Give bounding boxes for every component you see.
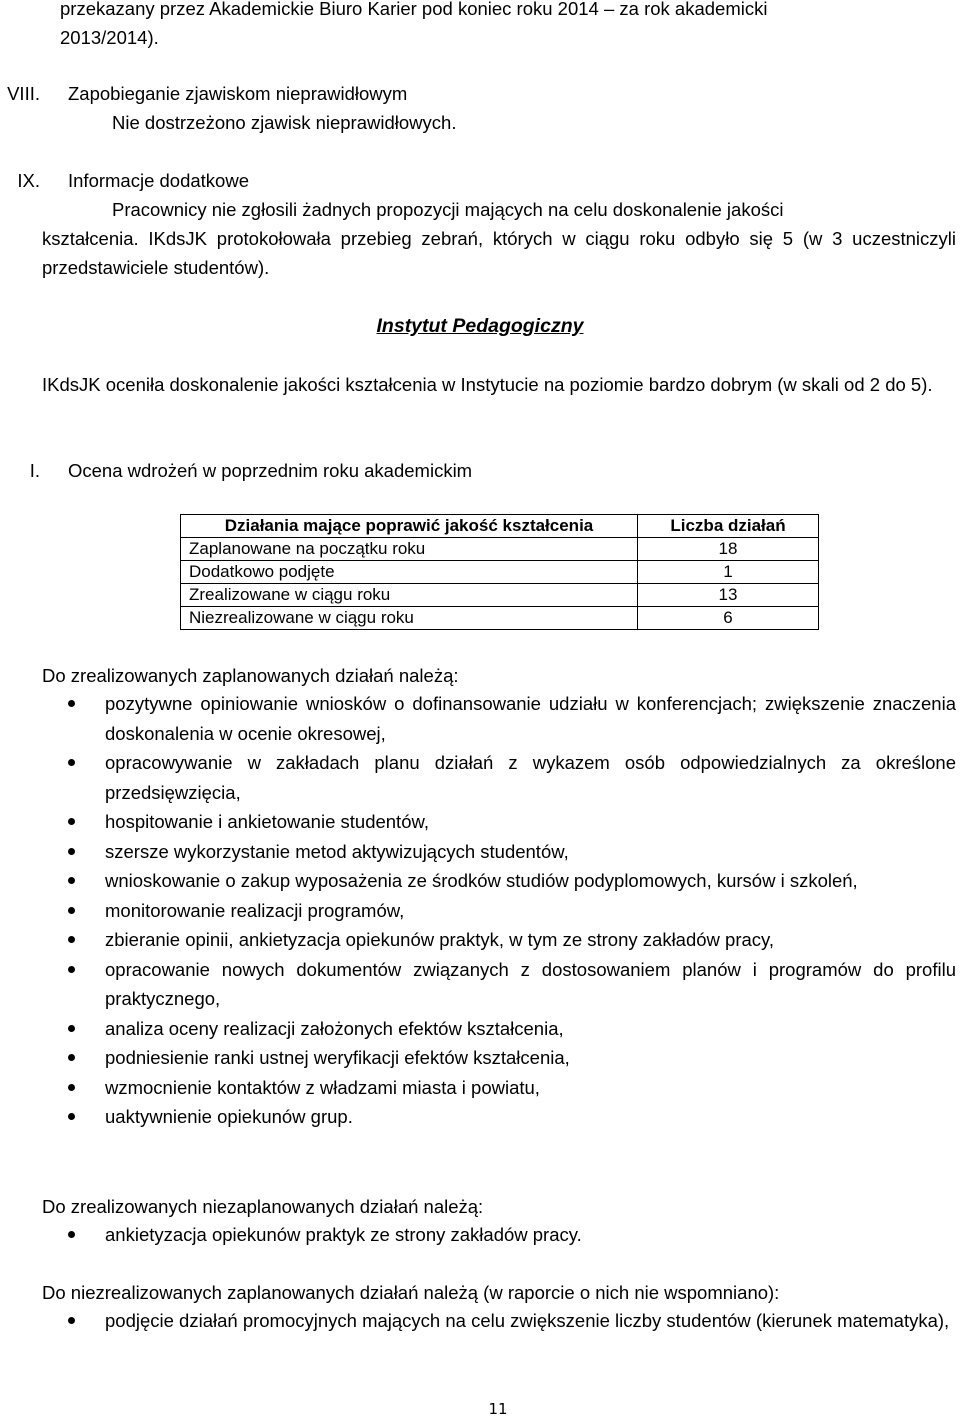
intro-line-1: przekazany przez Akademickie Biuro Karier pod koniec roku 2014 – za rok akademicki [60,0,768,19]
section-number: IX. [17,170,40,191]
bullet-icon [68,1054,75,1061]
table-header-actions: Działania mające poprawić jakość kształcenia [181,515,638,538]
bullet-icon [68,966,75,973]
list-item: zbieranie opinii, ankietyzacja opiekunów praktyk, w tym ze strony zakładów pracy, [0,925,960,955]
bullet-icon [68,1084,75,1091]
bullet-icon [68,877,75,884]
list-item: monitorowanie realizacji programów, [0,896,960,926]
section-heading: Zapobieganie zjawiskom nieprawidłowym [68,83,408,104]
list-item: wzmocnienie kontaktów z władzami miasta i powiatu, [0,1073,960,1103]
section-heading: Ocena wdrożeń w poprzednim roku akademickim [68,460,473,481]
list-item: opracowywanie w zakładach planu działań z wykazem osób odpowiedzialnych za określone przedsięwzięcia, [0,748,960,807]
section-number: I. [29,460,40,481]
table-row [181,584,819,607]
bullet-icon [68,936,75,943]
table-header-row [181,515,819,538]
list-item: pozytywne opiniowanie wniosków o dofinansowanie udziału w konferencjach; zwiększenie znaczenia doskonalenia w ocenie okresowej, [0,689,960,748]
table-cell-label: Dodatkowo podjęte [181,561,638,584]
list-item: analiza oceny realizacji założonych efektów kształcenia, [0,1014,960,1044]
bullet-icon [68,907,75,914]
unrealized-heading: Do niezrealizowanych zaplanowanych działań należą (w raporcie o nich nie wspomniano): [42,1282,780,1303]
table-cell-value: 13 [638,584,819,607]
table-row [181,561,819,584]
table-cell-value: 18 [638,538,819,561]
table-cell-value: 6 [638,607,819,630]
section-ix-body-first: Pracownicy nie zgłosili żadnych propozycji mających na celu doskonalenie jakości [112,199,784,220]
list-item: hospitowanie i ankietowanie studentów, [0,807,960,837]
actions-table [180,514,819,630]
unrealized-list [0,1306,960,1336]
page-number: 11 [488,1400,508,1418]
list-item: wnioskowanie o zakup wyposażenia ze środków studiów podyplomowych, kursów i szkoleń, [0,866,960,896]
list-item: uaktywnienie opiekunów grup. [0,1102,960,1132]
bullet-icon [68,1113,75,1120]
institute-title: Instytut Pedagogiczny [376,315,584,337]
bullet-icon [68,1317,75,1324]
bullet-icon [68,1231,75,1238]
bullet-icon [68,848,75,855]
intro-line-2: 2013/2014). [60,27,159,48]
planned-list [0,689,960,1132]
table-cell-label: Niezrealizowane w ciągu roku [181,607,638,630]
table-row [181,538,819,561]
table-cell-label: Zrealizowane w ciągu roku [181,584,638,607]
institute-intro: IKdsJK oceniła doskonalenie jakości kształcenia w Instytucie na poziomie bardzo dobrym (w skali od 2 do 5). [42,374,933,395]
list-item: podniesienie ranki ustnej weryfikacji efektów kształcenia, [0,1043,960,1073]
list-item: ankietyzacja opiekunów praktyk ze strony zakładów pracy. [0,1220,960,1250]
list-item: opracowanie nowych dokumentów związanych z dostosowaniem planów i programów do profilu praktycznego, [0,955,960,1014]
unplanned-heading: Do zrealizowanych niezaplanowanych działań należą: [42,1196,484,1217]
section-number: VIII. [7,83,40,104]
list-item: podjęcie działań promocyjnych mających na celu zwiększenie liczby studentów (kierunek matematyka), [0,1306,960,1336]
section-ix-body-rest: kształcenia. IKdsJK protokołowała przebieg zebrań, których w ciągu roku odbyło się 5 (w 3 uczestniczyli przedstawiciele studentów). [42,228,956,278]
bullet-icon [68,700,75,707]
bullet-icon [68,818,75,825]
section-heading: Informacje dodatkowe [68,170,249,191]
bullet-icon [68,1025,75,1032]
table-cell-label: Zaplanowane na początku roku [181,538,638,561]
section-viii-body: Nie dostrzeżono zjawisk nieprawidłowych. [112,112,457,133]
unplanned-list [0,1220,960,1250]
list-item: szersze wykorzystanie metod aktywizujących studentów, [0,837,960,867]
table-cell-value: 1 [638,561,819,584]
bullet-icon [68,759,75,766]
table-header-count: Liczba działań [638,515,819,538]
table-row [181,607,819,630]
planned-heading: Do zrealizowanych zaplanowanych działań należą: [42,665,459,686]
